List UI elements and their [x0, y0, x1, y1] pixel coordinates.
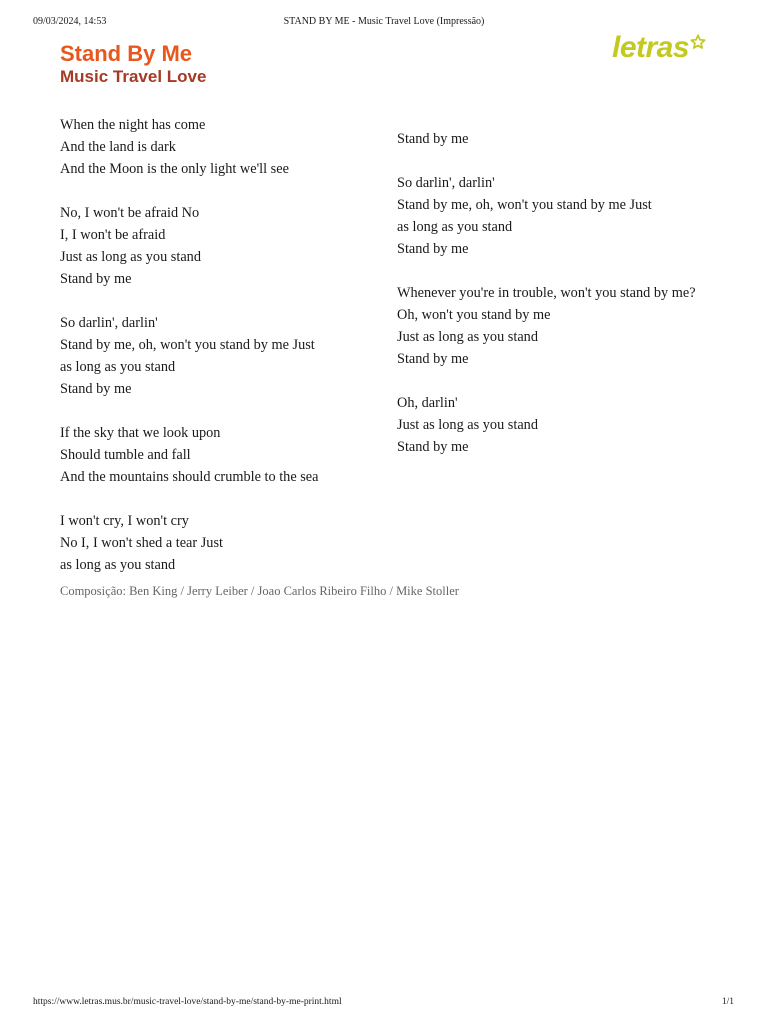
- lyrics-stanza: [60, 202, 360, 290]
- logo-text: letras: [612, 31, 690, 64]
- lyrics-line: And the Moon is the only light we'll see: [60, 161, 289, 177]
- lyrics-line: Stand by me: [60, 271, 132, 287]
- lyrics-line: No, I won't be afraid No: [60, 205, 200, 221]
- lyrics-line: And the mountains should crumble to the sea: [60, 469, 319, 485]
- lyrics-line: Stand by me: [397, 351, 469, 367]
- lyrics-line: Should tumble and fall: [60, 447, 191, 463]
- lyrics-stanza: [397, 172, 707, 260]
- lyrics-line: No I, I won't shed a tear Just: [60, 535, 223, 551]
- lyrics-right-column: [397, 128, 707, 480]
- lyrics-line: When the night has come: [60, 117, 206, 133]
- lyrics-line: So darlin', darlin': [60, 315, 158, 331]
- lyrics-line: Stand by me: [60, 381, 132, 397]
- lyrics-left-column: [60, 114, 360, 598]
- lyrics-stanza: [397, 128, 707, 150]
- lyrics-line: Just as long as you stand: [60, 249, 201, 265]
- print-header-date: 09/03/2024, 14:53: [33, 16, 107, 27]
- lyrics-line: Just as long as you stand: [397, 329, 538, 345]
- lyrics-line: as long as you stand: [60, 359, 176, 375]
- lyrics-line: Oh, darlin': [397, 395, 458, 411]
- lyrics-line: And the land is dark: [60, 139, 176, 155]
- lyrics-line: Just as long as you stand: [397, 417, 538, 433]
- lyrics-line: If the sky that we look upon: [60, 425, 221, 441]
- print-footer-url: https://www.letras.mus.br/music-travel-love/stand-by-me/stand-by-me-print.html: [33, 997, 342, 1007]
- lyrics-stanza: [60, 510, 360, 576]
- lyrics-line: I won't cry, I won't cry: [60, 513, 189, 529]
- lyrics-line: as long as you stand: [397, 219, 513, 235]
- star-icon: [690, 34, 706, 55]
- lyrics-line: as long as you stand: [60, 557, 176, 573]
- lyrics-line: Stand by me: [397, 241, 469, 257]
- lyrics-stanza: [397, 392, 707, 458]
- lyrics-stanza: [60, 422, 360, 488]
- lyrics-stanza: [397, 282, 707, 370]
- lyrics-line: I, I won't be afraid: [60, 227, 166, 243]
- print-header-title: STAND BY ME - Music Travel Love (Impressão): [283, 16, 485, 27]
- lyrics-line: Stand by me, oh, won't you stand by me Just: [397, 197, 652, 213]
- composer-credits: Composição: Ben King / Jerry Leiber / Joao Carlos Ribeiro Filho / Mike Stoller: [60, 584, 459, 598]
- artist-name[interactable]: Music Travel Love: [60, 67, 207, 86]
- lyrics-stanza: [60, 312, 360, 400]
- print-footer-page-number: 1/1: [721, 997, 734, 1007]
- lyrics-line: Whenever you're in trouble, won't you stand by me?: [397, 285, 696, 301]
- lyrics-line: Oh, won't you stand by me: [397, 307, 551, 323]
- lyrics-line: Stand by me, oh, won't you stand by me Just: [60, 337, 315, 353]
- song-title: Stand By Me: [60, 41, 193, 66]
- lyrics-stanza: [60, 114, 360, 180]
- lyrics-line: So darlin', darlin': [397, 175, 495, 191]
- letras-logo[interactable]: [612, 32, 706, 64]
- lyrics-line: Stand by me: [397, 439, 469, 455]
- lyrics-line: Stand by me: [397, 131, 469, 147]
